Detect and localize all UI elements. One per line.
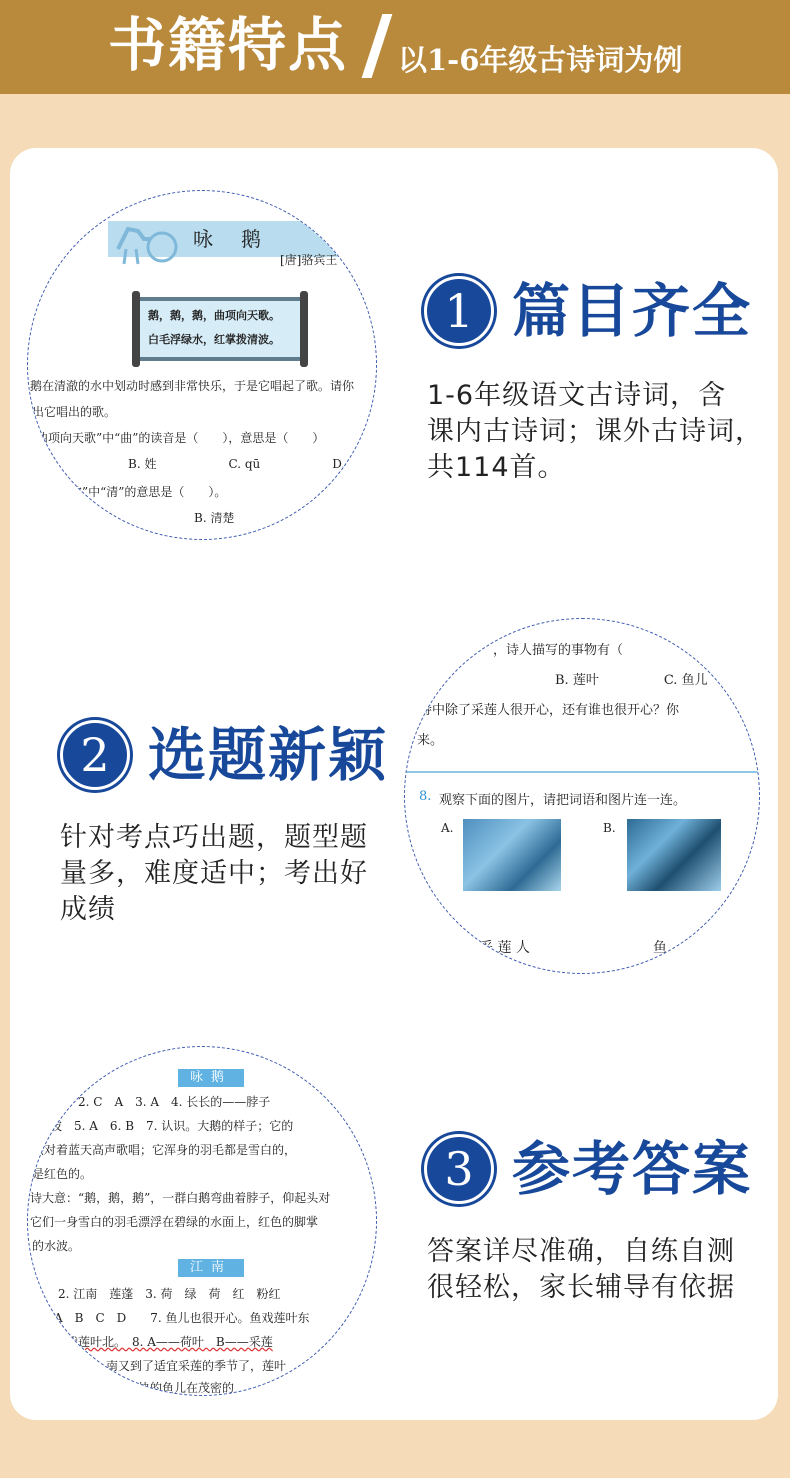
question-line: 鹅在清澈的水中划动时感到非常快乐，于是它唱起了歌。请你 [30, 379, 355, 393]
question-line: 出它唱出的歌。 [32, 405, 117, 419]
answer-line: 么 2. 江南 莲蓬 3. 荷 绿 荷 红 粉红 [34, 1287, 281, 1301]
match-word-right: 鱼 [653, 940, 667, 956]
poem-line-1: 鹅，鹅，鹅，曲项向天歌。 [148, 309, 280, 322]
answer-line: 南又到了适宜采莲的季节了，莲叶 [106, 1359, 287, 1373]
feature-desc-line: 1-6年级语文古诗词，含 [427, 380, 727, 411]
header-banner [0, 0, 790, 94]
feature-title: 选题新颖 [148, 721, 389, 789]
feature-2-heading [60, 720, 388, 790]
answer-line: 诗大意：“鹅，鹅，鹅”，一群白鹅弯曲着脖子，仰起头对 [30, 1191, 331, 1205]
banner-subtitle: 以1-6年级古诗词为例 [398, 43, 683, 77]
scroll-rod-left [132, 291, 140, 367]
answer-line: 鹅 2. C A 3. A 4. 长长的——脖子 [54, 1095, 271, 1109]
lotus-leaf-photo [463, 819, 561, 891]
answer-line: 鱼戏莲叶北。 8. A——荷叶 B——采莲 [54, 1335, 273, 1349]
poem-line-2: 白毛浮绿水，红掌拨清波。 [148, 333, 280, 346]
feature-2-description [60, 820, 368, 928]
question-text: 观察下面的图片，请把词语和图片连一连。 [439, 793, 687, 808]
feature-desc-line: 答案详尽准确，自练自测 [427, 1236, 735, 1267]
poem-title: 咏 鹅 [193, 227, 265, 251]
poem-author: [唐]骆宾王 [280, 253, 338, 267]
section-divider [405, 771, 759, 773]
banner-title: 书籍特点 [108, 11, 349, 79]
sample-page-circle-1 [27, 190, 377, 540]
feature-title: 篇目齐全 [512, 277, 753, 345]
sample-page-circle-3 [27, 1046, 377, 1396]
question-line: 诗中除了采莲人很开心，还有谁也很开心？你 [419, 703, 680, 718]
banner-slash-divider [362, 14, 393, 78]
question-line: 清波”中“清”的意思是（ ）。 [58, 485, 227, 499]
feature-number-badge: 1 [424, 276, 494, 346]
answer-line: A B C D 7. 鱼儿也很开心。鱼戏莲叶东 [54, 1311, 310, 1325]
sample-page-circle-2 [404, 618, 760, 974]
question-line: ，诗人描写的事物有（ [493, 643, 624, 658]
answer-section-tag: 咏鹅 [178, 1069, 244, 1087]
question-line: B. 清楚 [194, 511, 235, 525]
scroll-rod-right [300, 291, 308, 367]
question-line: 来。 [417, 733, 444, 748]
question-line: B. 姓 C. qū D. [128, 457, 346, 471]
feature-title: 参考答案 [512, 1135, 753, 1203]
answer-line: 是红色的。 [32, 1167, 93, 1181]
question-number: 8. [419, 789, 432, 804]
feature-desc-line: 量多，难度适中；考出好 [60, 858, 368, 889]
feature-desc-line: 成绩 [60, 894, 116, 925]
feature-1-heading [424, 276, 752, 346]
horse-carriage-icon [108, 209, 188, 269]
feature-desc-line: 很轻松，家长辅导有依据 [427, 1272, 735, 1303]
answer-line: 它们一身雪白的羽毛漂浮在碧绿的水面上，红色的脚掌 [30, 1215, 319, 1229]
lotus-picker-photo [627, 819, 721, 891]
feature-3-heading [424, 1134, 752, 1204]
feature-number-badge: 2 [60, 720, 130, 790]
feature-3-description [427, 1234, 735, 1306]
answer-section-tag: 江南 [178, 1259, 244, 1277]
feature-1-description [427, 378, 763, 486]
feature-desc-line: 课内古诗词；课外古诗词， [427, 416, 763, 447]
poem-scroll [140, 297, 300, 361]
answer-line: 水波 5. A 6. B 7. 认识。大鹅的样子；它的 [38, 1119, 294, 1133]
option-label-b: B. [603, 821, 616, 835]
answer-line: 的水波。 [32, 1239, 81, 1253]
option-label-a: A. [441, 821, 454, 835]
feature-number-badge: 3 [424, 1134, 494, 1204]
feature-desc-line: 针对考点巧出题，题型题 [60, 822, 368, 853]
question-line: 曲项向天歌”中“曲”的读音是（ ），意思是（ ） [36, 431, 325, 445]
answer-line: 快的鱼儿在茂密的 [138, 1381, 235, 1395]
question-line: B. 莲叶 C. 鱼儿 [555, 673, 708, 688]
match-word-left: 采 莲 人 [479, 940, 530, 956]
feature-desc-line: 共114首。 [427, 452, 566, 483]
answer-line: 头对着蓝天高声歌唱；它浑身的羽毛都是雪白的， [32, 1143, 297, 1157]
